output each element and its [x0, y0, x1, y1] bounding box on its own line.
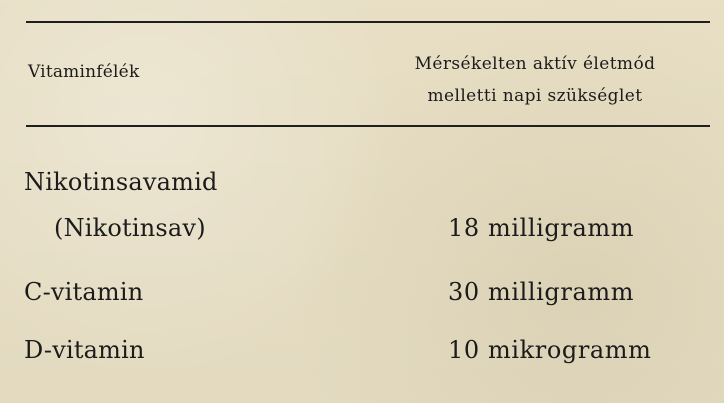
row-d-vitamin-name: D-vitamin: [24, 336, 145, 364]
top-rule: [26, 21, 710, 23]
header-daily-requirement: [360, 48, 710, 112]
row-nikotinsavamid-subname: (Nikotinsav): [54, 214, 206, 242]
row-c-vitamin-value: 30 milligramm: [448, 278, 635, 306]
row-nikotinsavamid-name: Nikotinsavamid: [24, 168, 218, 196]
row-c-vitamin-name: C-vitamin: [24, 278, 144, 306]
row-d-vitamin-value: 10 mikrogramm: [448, 336, 652, 364]
header-daily-requirement-line2: melletti napi szükséglet: [427, 86, 643, 106]
header-vitamin-types: Vitaminfélék: [28, 62, 140, 82]
header-daily-requirement-line1: Mérsékelten aktív életmód: [414, 54, 656, 74]
row-nikotinsavamid-value: 18 milligramm: [448, 214, 635, 242]
header-divider: [26, 125, 710, 127]
